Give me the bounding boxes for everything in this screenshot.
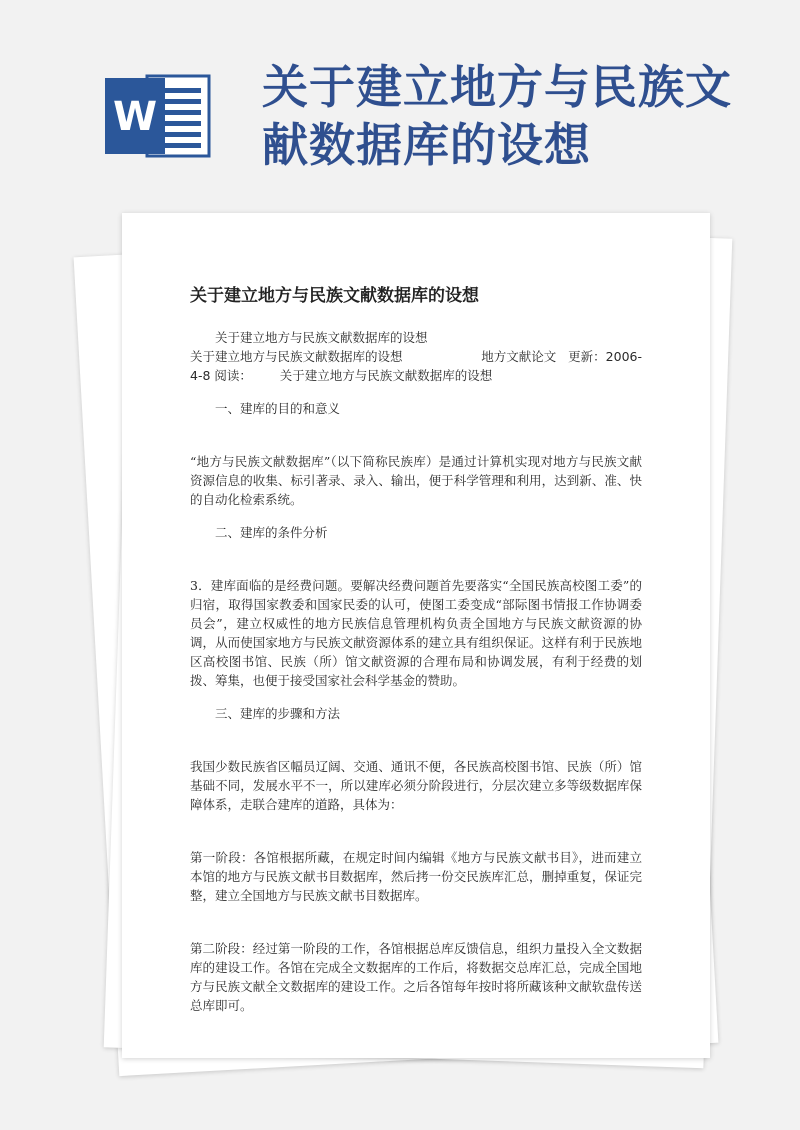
section-3-paragraph-2: 第一阶段：各馆根据所藏，在规定时间内编辑《地方与民族文献书目》，进而建立本馆的地方与民族文献书目数据库，然后拷一份交民族库汇总，删掉重复，保证完整，建立全国地方与民族文献书目数据库。 [190,850,642,903]
section-1-paragraph-1: “地方与民族文献数据库”（以下简称民族库）是通过计算机实现对地方与民族文献资源信息的收集、标引著录、录入、输出，便于科学管理和利用，达到新、准、快的自动化检索系统。 [190,454,642,507]
meta-update-date-tail: 4-8 [190,368,211,383]
document-meta-row [190,347,642,366]
section-2-paragraph-1: 3．建库面临的是经费问题。要解决经费问题首先要落实“全国民族高校图工委”的归宿，取得国家教委和国家民委的认可，使图工委变成“部际图书情报工作协调委员会”，建立权威性的地方民族信息管理机构负责全国地方与民族文献资源的协调，从而使国家地方与民族文献资源体系的建立具有组织保证。这样有利于民族地区高校图书馆、民族（所）馆文献资源的合理布局和协调发展，有利于经费的划拨、筹集，也便于接受国家社会科学基金的赞助。 [190,578,642,688]
word-logo-letter: W [112,94,158,140]
document-heading: 关于建立地方与民族文献数据库的设想 [190,286,479,306]
document-subtitle: 关于建立地方与民族文献数据库的设想 [215,330,428,345]
section-title-3: 三、建库的步骤和方法 [215,706,341,721]
meta-read-label: 阅读： [214,368,252,383]
meta-read-title: 关于建立地方与民族文献数据库的设想 [279,368,493,383]
section-3-paragraph-3: 第二阶段：经过第一阶段的工作，各馆根据总库反馈信息，组织力量投入全文数据库的建设工作。各馆在完成全文数据库的工作后，将数据交总库汇总，完成全国地方与民族文献全文数据库的建设工作。之后各馆每年按时将所藏该种文献软盘传送总库即可。 [190,941,642,1013]
section-3-paragraph-1: 我国少数民族省区幅员辽阔、交通、通讯不便，各民族高校图书馆、民族（所）馆基础不同，发展水平不一，所以建库必须分阶段进行，分层次建立多等级数据库保障体系，走联合建库的道路，具体为： [190,759,642,812]
meta-update-label: 更新： [568,349,606,364]
meta-category: 地方文献论文 [481,349,557,364]
word-logo-icon [103,68,213,164]
section-title-2: 二、建库的条件分析 [215,525,328,540]
section-title-1: 一、建库的目的和意义 [215,401,341,416]
document-body [190,328,642,1015]
meta-update-date-head: 2006- [605,349,642,364]
banner-title: 关于建立地方与民族文献数据库的设想 [262,60,732,172]
meta-title: 关于建立地方与民族文献数据库的设想 [190,349,403,364]
document-meta-row-2 [190,366,642,385]
